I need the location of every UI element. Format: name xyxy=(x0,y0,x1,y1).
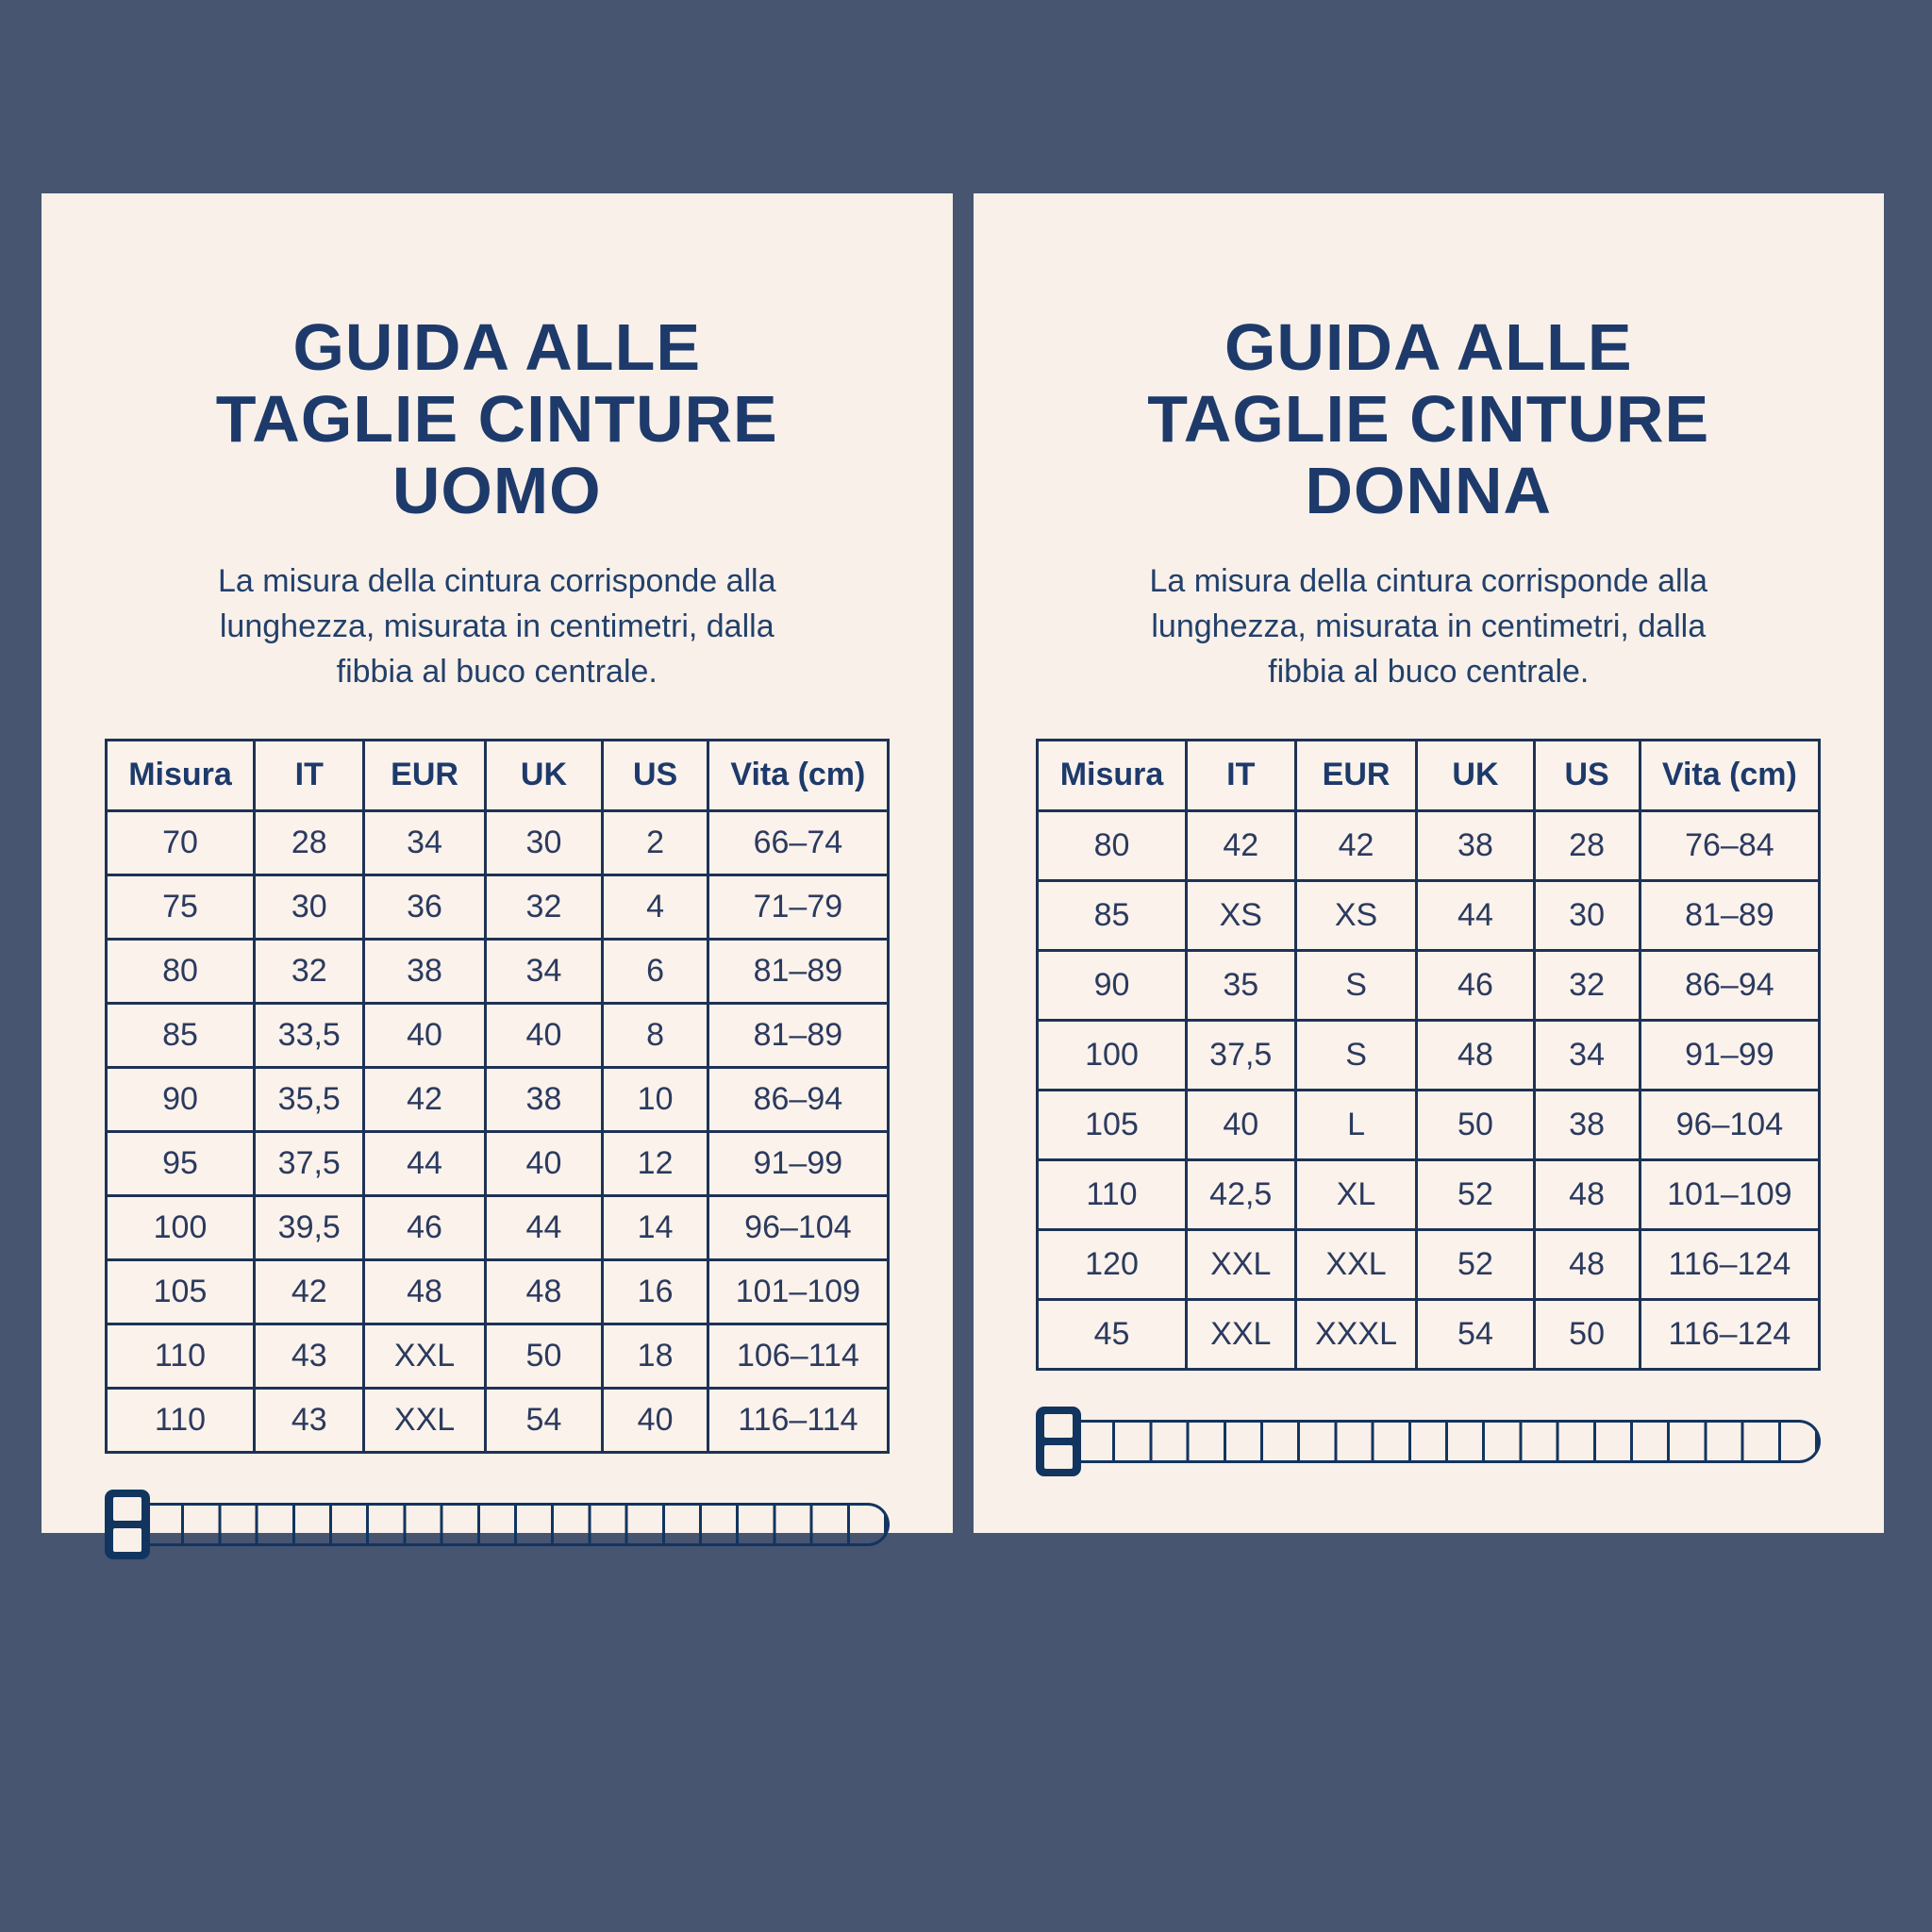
title-line: UOMO xyxy=(391,453,602,527)
table-cell: S xyxy=(1295,1020,1416,1090)
table-cell: 6 xyxy=(603,939,708,1003)
table-cell: 2 xyxy=(603,810,708,874)
table-cell: 42 xyxy=(364,1067,485,1131)
table-cell: 37,5 xyxy=(255,1131,364,1195)
table-cell: 91–99 xyxy=(1640,1020,1820,1090)
table-cell: 105 xyxy=(106,1259,255,1324)
table-cell: 44 xyxy=(364,1131,485,1195)
table-cell: 81–89 xyxy=(708,939,889,1003)
column-header-misura: Misura xyxy=(106,740,255,810)
table-cell: 48 xyxy=(1417,1020,1534,1090)
table-row xyxy=(1038,1229,1820,1299)
table-cell: 46 xyxy=(1417,950,1534,1020)
table-cell: 116–114 xyxy=(708,1388,889,1452)
table-cell: 75 xyxy=(106,874,255,939)
table-cell: 33,5 xyxy=(255,1003,364,1067)
table-cell: 35 xyxy=(1186,950,1295,1020)
table-row xyxy=(106,1259,888,1324)
table-cell: 16 xyxy=(603,1259,708,1324)
size-table-donna xyxy=(1036,739,1821,1371)
card-donna xyxy=(974,193,1885,1533)
buckle-window xyxy=(113,1528,142,1552)
column-header-uk: UK xyxy=(1417,740,1534,810)
subtitle-donna xyxy=(1149,558,1707,695)
title-line: DONNA xyxy=(1305,453,1553,527)
buckle-window xyxy=(113,1497,142,1521)
table-cell: 40 xyxy=(485,1131,602,1195)
subtitle-line: lunghezza, misurata in centimetri, dalla xyxy=(1151,608,1707,645)
table-cell: XXL xyxy=(1186,1229,1295,1299)
column-header-uk: UK xyxy=(485,740,602,810)
table-row xyxy=(106,874,888,939)
table-cell: 30 xyxy=(255,874,364,939)
table-cell: 110 xyxy=(106,1388,255,1452)
table-cell: 91–99 xyxy=(708,1131,889,1195)
table-row xyxy=(1038,1159,1820,1229)
table-cell: 80 xyxy=(106,939,255,1003)
table-row xyxy=(1038,1090,1820,1159)
column-header-vita: Vita (cm) xyxy=(708,740,889,810)
column-header-us: US xyxy=(603,740,708,810)
table-cell: 110 xyxy=(1038,1159,1187,1229)
title-line: GUIDA ALLE xyxy=(292,309,702,384)
table-cell: 86–94 xyxy=(1640,950,1820,1020)
size-table-uomo xyxy=(105,739,890,1454)
table-row xyxy=(106,810,888,874)
table-row xyxy=(106,1003,888,1067)
page-title-uomo xyxy=(216,311,778,526)
table-cell: 38 xyxy=(1534,1090,1640,1159)
table-cell: 50 xyxy=(485,1324,602,1388)
table-cell: 48 xyxy=(485,1259,602,1324)
table-cell: 32 xyxy=(1534,950,1640,1020)
table-cell: 40 xyxy=(1186,1090,1295,1159)
table-cell: 96–104 xyxy=(708,1195,889,1259)
table-cell: 43 xyxy=(255,1324,364,1388)
table-cell: S xyxy=(1295,950,1416,1020)
table-cell: 37,5 xyxy=(1186,1020,1295,1090)
table-cell: 43 xyxy=(255,1388,364,1452)
table-cell: XS xyxy=(1295,880,1416,950)
table-cell: 85 xyxy=(106,1003,255,1067)
table-cell: 48 xyxy=(1534,1159,1640,1229)
table-cell: 50 xyxy=(1417,1090,1534,1159)
table-cell: 34 xyxy=(485,939,602,1003)
table-cell: 120 xyxy=(1038,1229,1187,1299)
table-row xyxy=(1038,950,1820,1020)
table-cell: XL xyxy=(1295,1159,1416,1229)
column-header-eur: EUR xyxy=(1295,740,1416,810)
table-cell: 42 xyxy=(1186,810,1295,880)
belt-illustration xyxy=(105,1490,890,1559)
buckle-window xyxy=(1044,1445,1073,1469)
table-cell: 42,5 xyxy=(1186,1159,1295,1229)
table-cell: 90 xyxy=(106,1067,255,1131)
table-row xyxy=(106,939,888,1003)
table-cell: 86–94 xyxy=(708,1067,889,1131)
table-cell: 32 xyxy=(485,874,602,939)
table-cell: 38 xyxy=(364,939,485,1003)
table-cell: 100 xyxy=(1038,1020,1187,1090)
table-row xyxy=(1038,1020,1820,1090)
table-row xyxy=(1038,810,1820,880)
table-cell: 18 xyxy=(603,1324,708,1388)
table-cell: 52 xyxy=(1417,1229,1534,1299)
table-row xyxy=(106,1131,888,1195)
table-cell: 110 xyxy=(106,1324,255,1388)
table-cell: 14 xyxy=(603,1195,708,1259)
table-cell: 85 xyxy=(1038,880,1187,950)
table-row xyxy=(106,1324,888,1388)
table-cell: 48 xyxy=(364,1259,485,1324)
table-cell: 40 xyxy=(485,1003,602,1067)
table-cell: XXL xyxy=(364,1324,485,1388)
table-cell: 44 xyxy=(1417,880,1534,950)
table-cell: 80 xyxy=(1038,810,1187,880)
table-cell: 30 xyxy=(1534,880,1640,950)
table-cell: 96–104 xyxy=(1640,1090,1820,1159)
table-cell: 54 xyxy=(1417,1299,1534,1369)
table-cell: 28 xyxy=(1534,810,1640,880)
table-cell: 71–79 xyxy=(708,874,889,939)
table-cell: 44 xyxy=(485,1195,602,1259)
table-cell: 66–74 xyxy=(708,810,889,874)
title-line: GUIDA ALLE xyxy=(1224,309,1633,384)
table-cell: 105 xyxy=(1038,1090,1187,1159)
table-cell: 101–109 xyxy=(1640,1159,1820,1229)
table-cell: 76–84 xyxy=(1640,810,1820,880)
table-cell: 30 xyxy=(485,810,602,874)
page-title-donna xyxy=(1147,311,1709,526)
card-uomo xyxy=(42,193,953,1533)
subtitle-line: fibbia al buco centrale. xyxy=(1268,654,1590,691)
table-cell: 45 xyxy=(1038,1299,1187,1369)
table-row xyxy=(106,1388,888,1452)
table-cell: 90 xyxy=(1038,950,1187,1020)
table-cell: 50 xyxy=(1534,1299,1640,1369)
table-cell: 35,5 xyxy=(255,1067,364,1131)
table-cell: 100 xyxy=(106,1195,255,1259)
column-header-it: IT xyxy=(1186,740,1295,810)
table-header-row xyxy=(1038,740,1820,810)
column-header-vita: Vita (cm) xyxy=(1640,740,1820,810)
table-row xyxy=(1038,880,1820,950)
table-row xyxy=(106,1067,888,1131)
column-header-us: US xyxy=(1534,740,1640,810)
table-cell: XXL xyxy=(364,1388,485,1452)
subtitle-line: lunghezza, misurata in centimetri, dalla xyxy=(219,608,774,645)
table-cell: 52 xyxy=(1417,1159,1534,1229)
table-cell: 12 xyxy=(603,1131,708,1195)
table-cell: 8 xyxy=(603,1003,708,1067)
buckle-window xyxy=(1044,1414,1073,1438)
table-cell: 106–114 xyxy=(708,1324,889,1388)
table-cell: 34 xyxy=(1534,1020,1640,1090)
table-cell: 101–109 xyxy=(708,1259,889,1324)
column-header-eur: EUR xyxy=(364,740,485,810)
belt-illustration xyxy=(1036,1407,1821,1476)
table-cell: 34 xyxy=(364,810,485,874)
belt-strap xyxy=(1078,1420,1821,1463)
subtitle-line: La misura della cintura corrisponde alla xyxy=(1149,562,1708,599)
table-cell: 40 xyxy=(603,1388,708,1452)
table-cell: 116–124 xyxy=(1640,1229,1820,1299)
table-cell: 46 xyxy=(364,1195,485,1259)
table-header-row xyxy=(106,740,888,810)
belt-buckle-icon xyxy=(105,1490,150,1559)
table-cell: XXL xyxy=(1186,1299,1295,1369)
table-cell: 4 xyxy=(603,874,708,939)
column-header-misura: Misura xyxy=(1038,740,1187,810)
table-cell: 42 xyxy=(255,1259,364,1324)
table-cell: 38 xyxy=(485,1067,602,1131)
table-cell: 116–124 xyxy=(1640,1299,1820,1369)
subtitle-line: fibbia al buco centrale. xyxy=(336,654,658,691)
belt-strap xyxy=(147,1503,890,1546)
table-cell: XS xyxy=(1186,880,1295,950)
table-row xyxy=(1038,1299,1820,1369)
title-line: TAGLIE CINTURE xyxy=(215,381,778,456)
table-cell: XXL xyxy=(1295,1229,1416,1299)
table-cell: 38 xyxy=(1417,810,1534,880)
table-cell: 40 xyxy=(364,1003,485,1067)
table-cell: XXXL xyxy=(1295,1299,1416,1369)
table-cell: 10 xyxy=(603,1067,708,1131)
table-cell: 48 xyxy=(1534,1229,1640,1299)
table-cell: 39,5 xyxy=(255,1195,364,1259)
table-cell: 28 xyxy=(255,810,364,874)
table-cell: 81–89 xyxy=(708,1003,889,1067)
table-cell: 70 xyxy=(106,810,255,874)
title-line: TAGLIE CINTURE xyxy=(1147,381,1710,456)
belt-buckle-icon xyxy=(1036,1407,1081,1476)
table-cell: L xyxy=(1295,1090,1416,1159)
table-cell: 36 xyxy=(364,874,485,939)
subtitle-line: La misura della cintura corrisponde alla xyxy=(217,562,776,599)
table-row xyxy=(106,1195,888,1259)
table-cell: 54 xyxy=(485,1388,602,1452)
table-cell: 81–89 xyxy=(1640,880,1820,950)
size-guide-cards xyxy=(42,193,1884,1533)
table-cell: 95 xyxy=(106,1131,255,1195)
table-cell: 42 xyxy=(1295,810,1416,880)
column-header-it: IT xyxy=(255,740,364,810)
subtitle-uomo xyxy=(218,558,776,695)
table-cell: 32 xyxy=(255,939,364,1003)
